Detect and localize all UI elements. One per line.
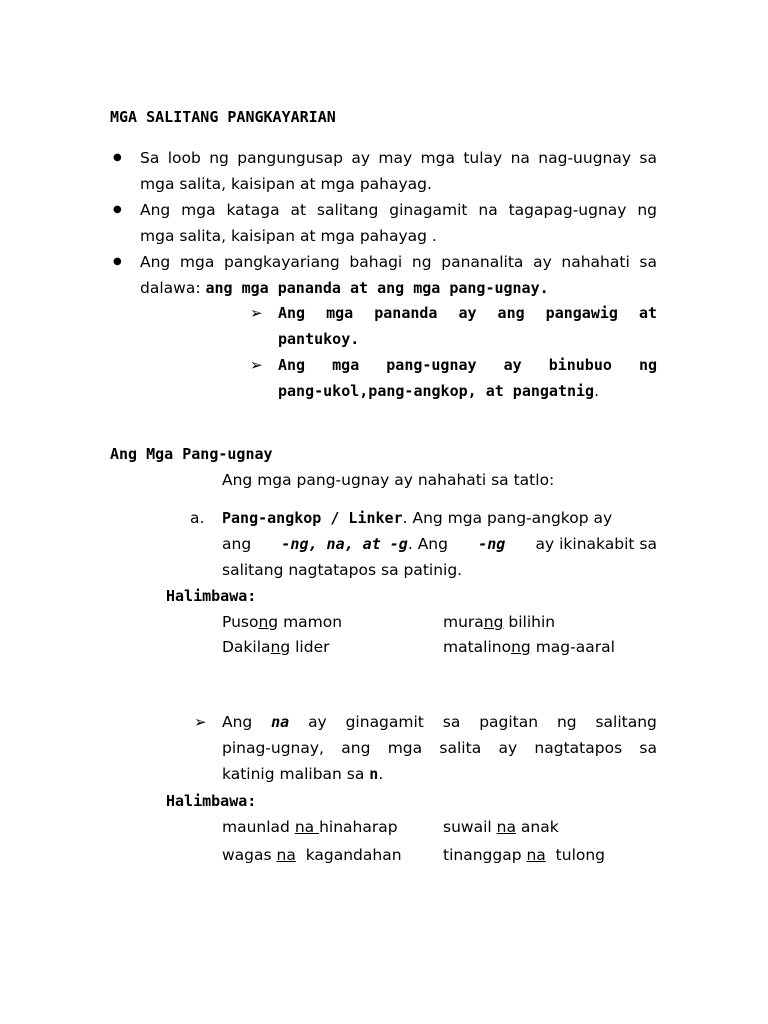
na-word: ginagamit	[345, 713, 424, 731]
example-text: bilihin	[503, 613, 556, 631]
bullet-dot: ●	[113, 152, 122, 163]
example-1-r1c2	[443, 609, 555, 635]
example-2-heading: Halimbawa:	[166, 792, 257, 810]
bullet-1-line-2: mga salita, kaisipan at mga pahayag.	[140, 175, 432, 193]
example-text: matalino	[443, 638, 512, 656]
example-text: tulong	[545, 846, 606, 864]
na-point-line-3	[222, 761, 383, 787]
example-text: mamon	[278, 613, 343, 631]
na-text: .	[378, 765, 384, 783]
example-underlined: na	[526, 846, 546, 864]
subpoint-1-line-2: pantukoy.	[278, 330, 360, 348]
example-2-r2c2	[443, 842, 605, 868]
bullet-1-line-1: Sa loob ng pangungusap ay may mga tulay na nag-uugnay sa	[140, 149, 657, 167]
item-a-line-2	[222, 531, 657, 557]
item-a-word: ang	[222, 535, 252, 553]
example-underlined: na	[294, 818, 320, 836]
example-2-r2c1	[222, 842, 402, 868]
arrow-bullet-icon: ➢	[194, 713, 207, 731]
item-a-line-3: salitang nagtatapos sa patinig.	[222, 561, 463, 579]
bullet-3-bold: ang mga pananda at ang mga pang-ugnay.	[205, 279, 549, 297]
item-a-label: a.	[190, 509, 205, 527]
item-a-word: ay ikinakabit sa	[535, 535, 657, 553]
item-a-line-1	[222, 505, 657, 531]
bullet-2-line-1: Ang mga kataga at salitang ginagamit na tagapag-ugnay ng	[140, 201, 657, 219]
example-text: mura	[443, 613, 484, 631]
example-text: kagandahan	[295, 846, 402, 864]
na-point-line-2: pinag-ugnay, ang mga salita ay nagtatapos sa	[222, 739, 657, 757]
na-word-bold: na	[271, 713, 290, 731]
example-text: lider	[290, 638, 330, 656]
section-heading: Ang Mga Pang-ugnay	[110, 445, 273, 463]
example-1-heading: Halimbawa:	[166, 587, 257, 605]
example-text: maunlad	[222, 818, 295, 836]
subpoint-2-bold: pang-ukol,pang-angkop, at pangatnig	[278, 382, 595, 400]
section-intro: Ang mga pang-ugnay ay nahahati sa tatlo:	[222, 471, 555, 489]
bullet-dot: ●	[113, 256, 122, 267]
example-text: wagas	[222, 846, 277, 864]
example-underlined: ng	[270, 638, 291, 656]
subpoint-2-line-1: Ang mga pang-ugnay ay binubuo ng	[278, 356, 657, 374]
example-underlined: na	[276, 846, 296, 864]
example-text: Dakila	[222, 638, 271, 656]
example-1-r2c1	[222, 634, 330, 660]
example-text: mag-aaral	[530, 638, 615, 656]
na-bold-n: n	[369, 765, 379, 783]
bullet-2-line-2: mga salita, kaisipan at mga pahayag .	[140, 227, 437, 245]
page-title: MGA SALITANG PANGKAYARIAN	[110, 108, 336, 126]
item-a-title: Pang-angkop / Linker	[222, 509, 403, 527]
bullet-3-line-1: Ang mga pangkayariang bahagi ng pananalita ay nahahati sa	[140, 253, 657, 271]
example-text: Puso	[222, 613, 259, 631]
subpoint-2-end: .	[594, 382, 600, 400]
example-underlined: na	[496, 818, 516, 836]
na-word: Ang	[222, 713, 253, 731]
na-word: ng	[556, 713, 577, 731]
example-underlined: ng	[483, 613, 504, 631]
bullet-3-prefix: dalawa:	[140, 279, 201, 297]
na-word: pagitan	[479, 713, 539, 731]
bullet-3-line-2	[140, 275, 549, 301]
na-text: katinig maliban sa	[222, 765, 365, 783]
na-word: salitang	[595, 713, 657, 731]
na-word: ay	[308, 713, 327, 731]
na-word: sa	[442, 713, 461, 731]
item-a-word: . Ang	[407, 535, 448, 553]
example-text: hinaharap	[319, 818, 398, 836]
example-1-r1c1	[222, 609, 342, 635]
na-point-line-1	[222, 709, 657, 735]
item-a-suffixes: -ng, na, at -g	[281, 535, 408, 553]
example-2-r1c1	[222, 814, 398, 840]
arrow-bullet-icon: ➢	[250, 356, 263, 374]
item-a-rest: . Ang mga pang-angkop ay	[402, 509, 613, 527]
item-a-ng: -ng	[478, 535, 506, 553]
example-text: suwail	[443, 818, 497, 836]
bullet-dot: ●	[113, 204, 122, 215]
example-2-r1c2	[443, 814, 559, 840]
subpoint-2-line-2	[278, 378, 599, 404]
example-text: anak	[515, 818, 559, 836]
subpoint-1-line-1: Ang mga pananda ay ang pangawig at	[278, 304, 657, 322]
example-text: tinanggap	[443, 846, 527, 864]
example-underlined: ng	[511, 638, 531, 656]
arrow-bullet-icon: ➢	[250, 304, 263, 322]
example-underlined: ng	[258, 613, 279, 631]
example-1-r2c2	[443, 634, 615, 660]
